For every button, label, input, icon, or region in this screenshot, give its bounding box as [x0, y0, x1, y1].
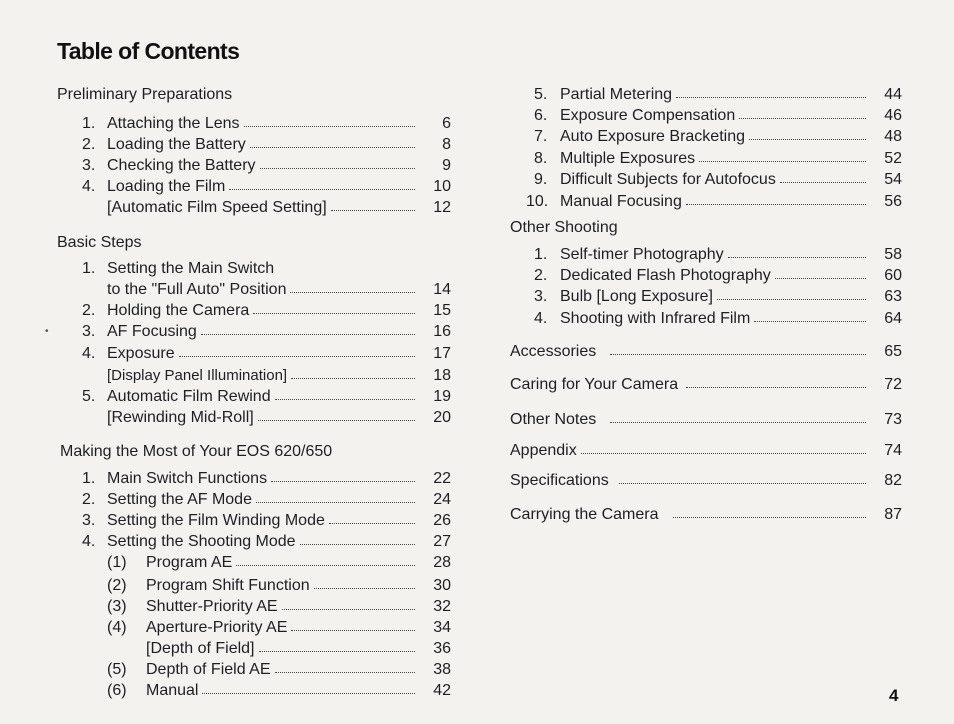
- entry-label: Shutter-Priority AE: [146, 598, 278, 615]
- toc-entry-af-focusing[interactable]: [82, 322, 451, 342]
- entry-label: Partial Metering: [560, 86, 673, 103]
- entry-number: (1): [107, 554, 127, 571]
- toc-entry-accessories[interactable]: [510, 342, 902, 362]
- entry-number: 3.: [82, 157, 96, 174]
- entry-label: [Depth of Field]: [146, 640, 255, 657]
- leader-dots: [676, 93, 866, 98]
- entry-page: 46: [884, 107, 902, 124]
- entry-number: (4): [107, 619, 127, 636]
- entry-page: 24: [433, 491, 451, 508]
- entry-label: Dedicated Flash Photography: [560, 267, 771, 284]
- entry-label: Holding the Camera: [107, 302, 250, 319]
- entry-label: Attaching the Lens: [107, 115, 240, 132]
- entry-number: 1.: [82, 470, 96, 487]
- entry-label: Automatic Film Rewind: [107, 388, 271, 405]
- toc-entry-main-switch-functions[interactable]: [82, 469, 451, 489]
- entry-page: 64: [884, 310, 902, 327]
- toc-entry-shutter-priority[interactable]: [107, 597, 451, 617]
- leader-dots: [250, 143, 415, 148]
- entry-page: 28: [433, 554, 451, 571]
- leader-dots: [275, 668, 415, 673]
- leader-dots: [260, 164, 415, 169]
- entry-number: 10.: [526, 193, 549, 210]
- toc-entry-rewinding-mid-roll[interactable]: [82, 408, 451, 428]
- leader-dots: [271, 477, 415, 482]
- entry-page: 74: [884, 442, 902, 459]
- entry-number: 1.: [82, 260, 96, 277]
- toc-entry-attaching-lens[interactable]: [82, 114, 451, 134]
- entry-label: [Display Panel Illumination]: [107, 367, 288, 384]
- toc-entry-main-switch-line1[interactable]: [82, 259, 451, 279]
- entry-label: Setting the Film Winding Mode: [107, 512, 325, 529]
- entry-number: 2.: [534, 267, 548, 284]
- entry-number: 3.: [82, 512, 96, 529]
- entry-label: Difficult Subjects for Autofocus: [560, 171, 776, 188]
- entry-page: 73: [884, 411, 902, 428]
- toc-entry-loading-film[interactable]: [82, 177, 451, 197]
- toc-entry-display-panel[interactable]: [82, 366, 451, 386]
- leader-dots: [329, 519, 415, 524]
- entry-page: 15: [433, 302, 451, 319]
- entry-number: 1.: [82, 115, 96, 132]
- entry-label: AF Focusing: [107, 323, 197, 340]
- toc-entry-af-mode[interactable]: [82, 490, 451, 510]
- toc-entry-shooting-mode[interactable]: [82, 532, 451, 552]
- entry-page: 82: [884, 472, 902, 489]
- toc-entry-program-shift[interactable]: [107, 576, 451, 596]
- section-heading-preliminary: Preliminary Preparations: [57, 86, 233, 103]
- leader-dots: [229, 185, 415, 190]
- leader-dots: [291, 626, 415, 631]
- page-number: 4: [889, 686, 899, 705]
- entry-page: 54: [884, 171, 902, 188]
- entry-label: Accessories: [510, 343, 597, 360]
- entry-page: 16: [433, 323, 451, 340]
- entry-page: 26: [433, 512, 451, 529]
- entry-label: [Automatic Film Speed Setting]: [107, 199, 327, 216]
- leader-dots: [179, 352, 415, 357]
- entry-page: 8: [442, 136, 451, 153]
- entry-page: 19: [433, 388, 451, 405]
- entry-label: Specifications: [510, 472, 609, 489]
- entry-number: 4.: [82, 345, 96, 362]
- entry-label: Auto Exposure Bracketing: [560, 128, 745, 145]
- entry-label: Main Switch Functions: [107, 470, 268, 487]
- entry-page: 18: [433, 367, 451, 384]
- entry-page: 36: [433, 640, 451, 657]
- entry-page: 60: [884, 267, 902, 284]
- entry-number: (6): [107, 682, 127, 699]
- leader-dots: [728, 253, 866, 258]
- entry-label: Caring for Your Camera: [510, 376, 679, 393]
- leader-dots: [754, 317, 866, 322]
- leader-dots: [673, 513, 867, 518]
- leader-dots: [780, 178, 866, 183]
- entry-page: 63: [884, 288, 902, 305]
- toc-entry-manual[interactable]: [107, 681, 451, 701]
- leader-dots: [739, 114, 866, 119]
- entry-label: Checking the Battery: [107, 157, 256, 174]
- toc-entry-full-auto[interactable]: [82, 280, 451, 300]
- entry-number: 4.: [82, 533, 96, 550]
- leader-dots: [282, 605, 415, 610]
- leader-dots: [581, 449, 866, 454]
- leader-dots: [300, 540, 415, 545]
- entry-page: 52: [884, 150, 902, 167]
- entry-number: 3.: [82, 323, 96, 340]
- entry-label: Setting the AF Mode: [107, 491, 252, 508]
- entry-label: Loading the Battery: [107, 136, 246, 153]
- entry-label: Exposure Compensation: [560, 107, 736, 124]
- entry-page: 72: [884, 376, 902, 393]
- section-heading-other-shooting: Other Shooting: [510, 219, 618, 236]
- toc-entry-difficult-subjects[interactable]: [534, 170, 902, 190]
- entry-page: 14: [433, 281, 451, 298]
- toc-entry-depth-of-field[interactable]: [107, 639, 451, 659]
- entry-label: Self-timer Photography: [560, 246, 724, 263]
- entry-number: 1.: [534, 246, 548, 263]
- leader-dots: [749, 135, 866, 140]
- entry-number: 5.: [534, 86, 548, 103]
- leader-dots: [236, 561, 415, 566]
- entry-page: 12: [433, 199, 451, 216]
- entry-label: Aperture-Priority AE: [146, 619, 288, 636]
- entry-page: 42: [433, 682, 451, 699]
- entry-label: Multiple Exposures: [560, 150, 696, 167]
- toc-entry-infrared-film[interactable]: [534, 309, 902, 329]
- leader-dots: [619, 479, 866, 484]
- entry-label: Setting the Shooting Mode: [107, 533, 296, 550]
- page-title: Table of Contents: [57, 38, 240, 64]
- toc-entry-film-rewind[interactable]: [82, 387, 451, 407]
- leader-dots: [253, 309, 415, 314]
- toc-entry-holding-camera[interactable]: [82, 301, 451, 321]
- entry-number: 7.: [534, 128, 548, 145]
- entry-number: 2.: [82, 136, 96, 153]
- entry-page: 56: [884, 193, 902, 210]
- entry-label: Setting the Main Switch: [107, 260, 275, 277]
- entry-page: 30: [433, 577, 451, 594]
- entry-number: 4.: [534, 310, 548, 327]
- leader-dots: [259, 647, 416, 652]
- toc-entry-loading-battery[interactable]: [82, 135, 451, 155]
- entry-page: 22: [433, 470, 451, 487]
- entry-page: 20: [433, 409, 451, 426]
- leader-dots: [717, 295, 866, 300]
- entry-page: 65: [884, 343, 902, 360]
- entry-page: 17: [433, 345, 451, 362]
- leader-dots: [244, 122, 415, 127]
- leader-dots: [290, 288, 415, 293]
- entry-number: (3): [107, 598, 127, 615]
- leader-dots: [775, 274, 866, 279]
- leader-dots: [331, 206, 415, 211]
- toc-entry-exposure[interactable]: [82, 344, 451, 364]
- entry-number: (2): [107, 577, 127, 594]
- entry-number: 6.: [534, 107, 548, 124]
- entry-label: Manual Focusing: [560, 193, 682, 210]
- entry-label: Carrying the Camera: [510, 506, 659, 523]
- section-heading-basic-steps: Basic Steps: [57, 234, 142, 251]
- leader-dots: [291, 374, 415, 379]
- entry-label: Shooting with Infrared Film: [560, 310, 751, 327]
- entry-number: 3.: [534, 288, 548, 305]
- entry-label: to the "Full Auto" Position: [107, 281, 287, 298]
- toc-entry-manual-focusing[interactable]: [526, 192, 902, 212]
- toc-entry-multiple-exposures[interactable]: [534, 149, 902, 169]
- leader-dots: [610, 350, 866, 355]
- leader-dots: [258, 416, 415, 421]
- entry-label: Program AE: [146, 554, 233, 571]
- entry-page: 32: [433, 598, 451, 615]
- leader-dots: [256, 498, 415, 503]
- leader-dots: [699, 157, 866, 162]
- toc-entry-film-speed[interactable]: [82, 198, 451, 218]
- entry-page: 10: [433, 178, 451, 195]
- toc-entry-auto-exposure-bracketing[interactable]: [534, 127, 902, 147]
- entry-page: 87: [884, 506, 902, 523]
- entry-number: 2.: [82, 302, 96, 319]
- entry-page: 27: [433, 533, 451, 550]
- entry-number: 9.: [534, 171, 548, 188]
- toc-entry-depth-of-field-ae[interactable]: [107, 660, 451, 680]
- entry-number: 2.: [82, 491, 96, 508]
- toc-entry-program-ae[interactable]: [107, 553, 451, 573]
- toc-entry-dedicated-flash[interactable]: [534, 266, 902, 286]
- leader-dots: [201, 330, 415, 335]
- entry-page: 48: [884, 128, 902, 145]
- toc-entry-other-notes[interactable]: [510, 410, 902, 430]
- toc-entry-bulb[interactable]: [534, 287, 902, 307]
- leader-dots: [275, 395, 415, 400]
- toc-entry-checking-battery[interactable]: [82, 156, 451, 176]
- entry-label: Appendix: [510, 442, 577, 459]
- entry-page: 34: [433, 619, 451, 636]
- toc-entry-aperture-priority[interactable]: [107, 618, 451, 638]
- entry-label: Manual: [146, 682, 199, 699]
- entry-number: 8.: [534, 150, 548, 167]
- leader-dots: [686, 383, 866, 388]
- toc-entry-film-winding-mode[interactable]: [82, 511, 451, 531]
- entry-label: Exposure: [107, 345, 175, 362]
- toc-entry-carrying[interactable]: [510, 505, 902, 525]
- entry-number: (5): [107, 661, 127, 678]
- leader-dots: [686, 200, 866, 205]
- toc-entry-exposure-compensation[interactable]: [534, 106, 902, 126]
- toc-entry-partial-metering[interactable]: [534, 85, 902, 105]
- scan-speck: •: [45, 326, 49, 337]
- toc-entry-caring[interactable]: [510, 375, 902, 395]
- section-heading-making-the-most: Making the Most of Your EOS 620/650: [60, 443, 333, 460]
- entry-number: 5.: [82, 388, 96, 405]
- leader-dots: [610, 418, 866, 423]
- toc-entry-specifications[interactable]: [510, 471, 902, 491]
- leader-dots: [202, 689, 415, 694]
- entry-page: 38: [433, 661, 451, 678]
- entry-label: Loading the Film: [107, 178, 226, 195]
- entry-label: Depth of Field AE: [146, 661, 271, 678]
- entry-label: Bulb [Long Exposure]: [560, 288, 713, 305]
- entry-page: 9: [442, 157, 451, 174]
- entry-page: 44: [884, 86, 902, 103]
- entry-page: 6: [442, 115, 451, 132]
- entry-page: 58: [884, 246, 902, 263]
- entry-label: Other Notes: [510, 411, 597, 428]
- entry-label: [Rewinding Mid-Roll]: [107, 409, 254, 426]
- toc-entry-appendix[interactable]: [510, 441, 902, 461]
- entry-label: Program Shift Function: [146, 577, 310, 594]
- entry-number: 4.: [82, 178, 96, 195]
- toc-entry-self-timer[interactable]: [534, 245, 902, 265]
- leader-dots: [314, 584, 415, 589]
